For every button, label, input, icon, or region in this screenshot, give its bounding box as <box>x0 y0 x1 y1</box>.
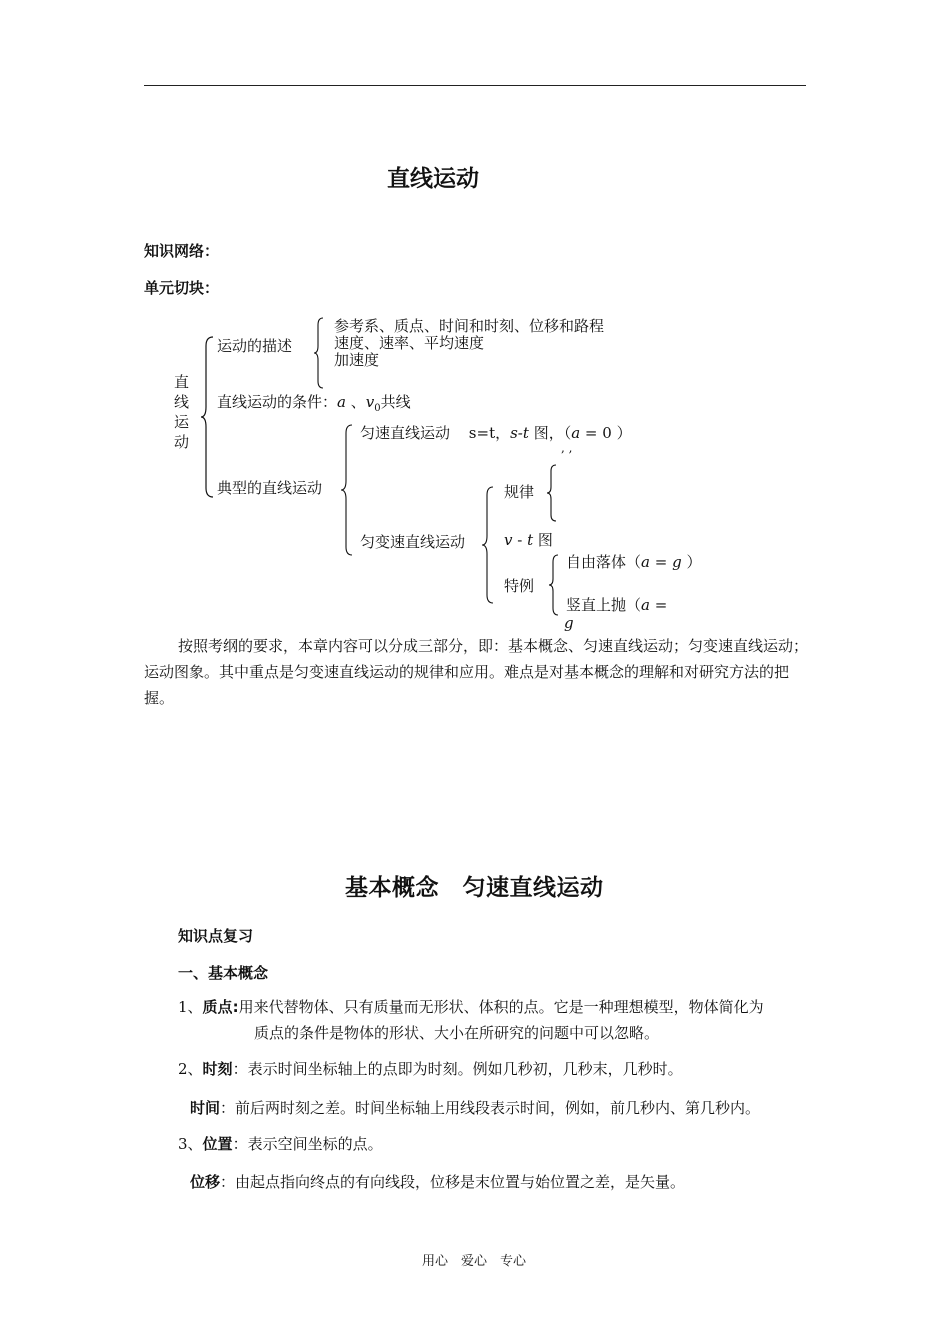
disp-term: 位移 <box>190 1173 221 1191</box>
tree-throw-g <box>564 615 574 632</box>
uniform-comma: ， <box>495 424 511 442</box>
item3-text: 表示空间坐标的点。 <box>247 1135 383 1153</box>
item3-colon: ： <box>232 1135 248 1153</box>
cond-sub: 0 <box>374 403 381 414</box>
time-text: 前后两时刻之差。时间坐标轴上用线段表示时间，例如，前几秒内、第几秒内。 <box>235 1099 761 1117</box>
header-rule <box>144 85 806 86</box>
section-title: 基本概念 匀速直线运动 <box>345 875 604 901</box>
cond-suffix: 共线 <box>380 393 411 411</box>
uniform-commas: , , <box>561 441 573 455</box>
cond-sep: 、 <box>345 393 366 411</box>
uniform-st-s: s- <box>510 424 523 442</box>
uniform-graph: 图，（ <box>528 424 572 442</box>
freefall-post: ） <box>681 553 702 571</box>
item2-text: 表示时间坐标轴上的点即为时刻。例如几秒初，几秒末，几秒时。 <box>247 1060 683 1078</box>
time-term: 时间 <box>190 1099 221 1117</box>
cond-v: v <box>365 393 375 411</box>
tree-desc: 运动的描述 <box>217 337 293 355</box>
review-label: 知识点复习 <box>178 927 254 945</box>
item-time <box>190 1100 760 1117</box>
throw-pre: 竖直上抛（ <box>566 596 642 614</box>
network-label: 知识网络： <box>144 242 220 260</box>
tree-root: 直线运动 <box>174 373 190 451</box>
tree-vt-graph <box>504 532 553 549</box>
item-particle <box>178 995 810 1020</box>
tree-accel: 匀变速直线运动 <box>360 533 466 551</box>
tree-freefall <box>566 554 701 571</box>
desc-item-1: 参考系、质点、时间和时刻、位移和路程 <box>334 317 605 335</box>
freefall-a: a <box>641 553 650 571</box>
uniform-label: 匀速直线运动 <box>360 424 451 442</box>
freefall-pre: 自由落体（ <box>566 553 642 571</box>
page-title: 直线运动 <box>387 166 479 192</box>
disp-colon: ： <box>220 1173 236 1191</box>
item3-num: 3、 <box>178 1135 203 1153</box>
cond-prefix: 直线运动的条件： <box>217 393 338 411</box>
vt-dash: - <box>512 531 528 549</box>
throw-g: g <box>564 614 574 632</box>
law-brace <box>546 464 558 522</box>
desc-item-2: 速度、速率、平均速度 <box>334 334 485 352</box>
tree-special: 特例 <box>504 577 535 595</box>
cond-a: a <box>337 393 346 411</box>
tree-uniform <box>360 425 632 442</box>
item1-num: 1、 <box>178 998 203 1016</box>
tree-typical: 典型的直线运动 <box>217 479 323 497</box>
item2-term: 时刻 <box>202 1060 233 1078</box>
throw-a: a <box>641 596 650 614</box>
uniform-eq: s=t <box>468 424 496 442</box>
item1-text: 用来代替物体、只有质量而无形状、体积的点。它是一种理想模型，物体简化为 <box>238 998 764 1016</box>
item2-num: 2、 <box>178 1060 203 1078</box>
freefall-g: g <box>672 553 682 571</box>
unit-label: 单元切块： <box>144 279 220 297</box>
special-brace <box>548 554 560 616</box>
throw-eq: = <box>649 596 668 614</box>
typical-brace <box>340 424 354 556</box>
tree-law: 规律 <box>504 483 535 501</box>
disp-text: 由起点指向终点的有向线段，位移是末位置与始位置之差，是矢量。 <box>235 1173 686 1191</box>
desc-brace <box>313 317 325 389</box>
time-colon: ： <box>220 1099 236 1117</box>
item2-colon: ： <box>232 1060 248 1078</box>
item-position <box>178 1132 810 1157</box>
item3-term: 位置 <box>202 1135 233 1153</box>
item-moment <box>178 1057 810 1082</box>
page-footer: 用心 爱心 专心 <box>422 1254 527 1269</box>
freefall-eq: = <box>649 553 673 571</box>
uniform-st-t: t <box>522 424 529 442</box>
item-displacement <box>190 1174 685 1191</box>
vt-graph: 图 <box>533 531 553 549</box>
uniform-a: a <box>571 424 581 442</box>
uniform-eq0: = 0 ） <box>580 424 632 442</box>
item1-colon: : <box>232 998 239 1016</box>
item1-term: 质点 <box>202 998 233 1016</box>
tree-throw <box>566 597 667 614</box>
vt-v: v <box>504 531 513 549</box>
intro-paragraph: 按照考纲的要求，本章内容可以分成三部分，即：基本概念、匀速直线运动；匀变速直线运动；运动图象。其中重点是匀变速直线运动的规律和应用。难点是对基本概念的理解和对研究方法的把握。 <box>144 637 809 707</box>
desc-item-3: 加速度 <box>334 351 380 369</box>
root-brace <box>200 336 216 498</box>
vt-t: t <box>527 531 534 549</box>
item1-continuation: 质点的条件是物体的形状、大小在所研究的问题中可以忽略。 <box>254 1024 660 1042</box>
heading-basic-concepts: 一、基本概念 <box>178 964 269 982</box>
tree-condition <box>217 394 411 417</box>
accel-brace <box>481 486 495 604</box>
